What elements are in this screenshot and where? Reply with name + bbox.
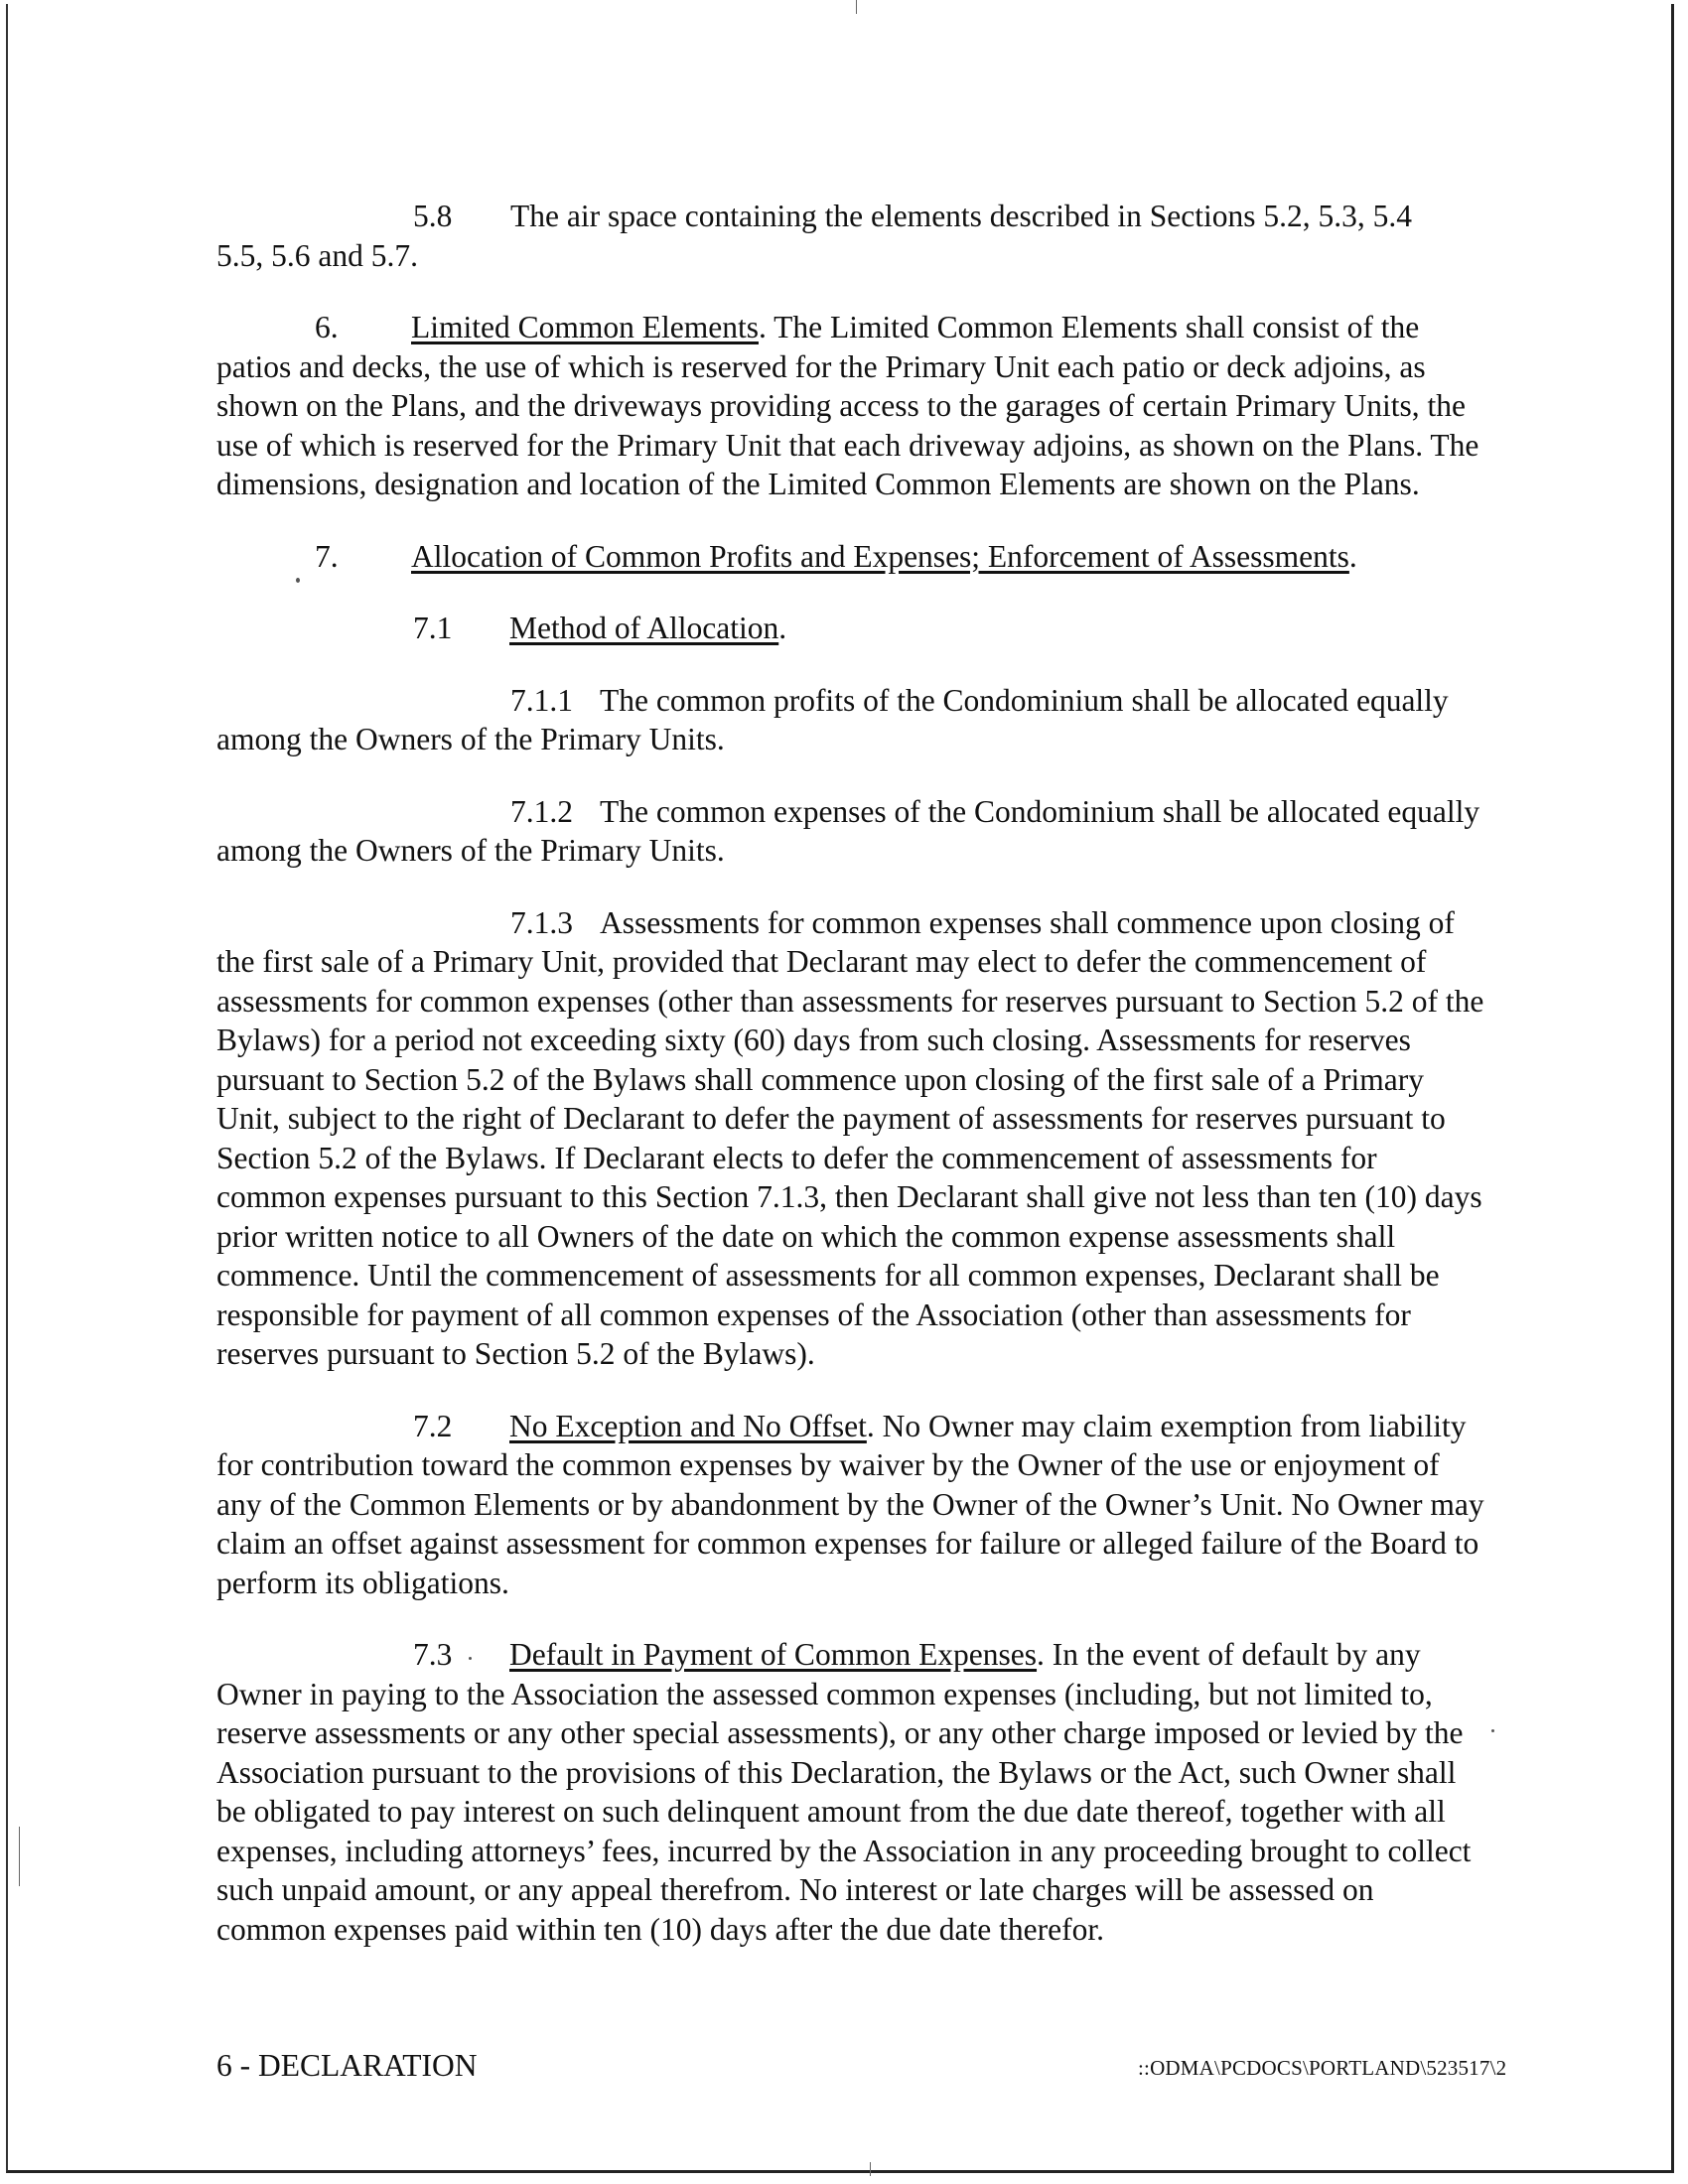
scan-mark-top bbox=[856, 0, 857, 14]
section-6 bbox=[216, 308, 1487, 504]
section-7-1-1 bbox=[216, 681, 1487, 759]
section-text-continuation: 5.5, 5.6 and 5.7. bbox=[216, 237, 418, 273]
section-heading: No Exception and No Offset bbox=[509, 1408, 867, 1443]
section-number: 7. bbox=[315, 538, 339, 574]
section-7-1-3 bbox=[216, 903, 1487, 1374]
section-number: 7.1.3 bbox=[510, 904, 573, 940]
section-7-2 bbox=[216, 1407, 1487, 1603]
section-text: The common profits of the Condominium shall be allocated equally among the Owners of the Primary Units. bbox=[216, 682, 1449, 756]
section-heading: Default in Payment of Common Expenses bbox=[509, 1637, 1038, 1672]
section-text: Assessments for common expenses shall commence upon closing of the first sale of a Primary Unit, provided that Declarant may elect to defer the commencement of assessments for common expenses (other than assessments for reserves pursuant to Section 5.2 of the Bylaws) for a period not exceeding sixty (60) days from such closing. Assessments for reserves pursuant to Section 5.2 of the Bylaws shall commence upon closing of the first sale of a Primary Unit, subject to the right of Declarant to defer the payment of assessments for reserves pursuant to Section 5.2 of the Bylaws. If Declarant elects to defer the commencement of assessments for common expenses pursuant to this Section 7.1.3, then Declarant shall give not less than ten (10) days prior written notice to all Owners of the date on which the common expense assessments shall commence. Until the commencement of assessments for all common expenses, Declarant shall be responsible for payment of all common expenses of the Association (other than assessments for reserves pursuant to Section 5.2 of the Bylaws). bbox=[216, 904, 1484, 1371]
section-heading: Method of Allocation bbox=[509, 611, 779, 645]
section-text: The air space containing the elements described in Sections 5.2, 5.3, 5.4 bbox=[510, 199, 1412, 233]
section-number: 7.3 bbox=[413, 1637, 453, 1672]
section-text: . The Limited Common Elements shall consist of the patios and decks, the use of which is reserved for the Primary Unit each patio or deck adjoins, as shown on the Plans, and the driveways providing access to the garages of certain Primary Units, the use of which is reserved for the Primary Unit that each driveway adjoins, as shown on the Plans. The dimensions, designation and location of the Limited Common Elements are shown on the Plans. bbox=[216, 310, 1479, 501]
scan-mark-left-edge bbox=[19, 1827, 20, 1886]
section-heading: Limited Common Elements bbox=[411, 310, 759, 344]
section-7-1-2 bbox=[216, 792, 1487, 871]
scan-speck bbox=[1491, 1729, 1494, 1732]
section-number: 7.1.1 bbox=[510, 682, 573, 718]
section-number: 7.2 bbox=[413, 1408, 453, 1443]
section-text: The common expenses of the Condominium shall be allocated equally among the Owners of the Primary Units. bbox=[216, 793, 1480, 868]
footer-document-id: ::ODMA\PCDOCS\PORTLAND\523517\2 bbox=[1138, 2056, 1507, 2080]
section-heading: Allocation of Common Profits and Expenses; Enforcement of Assessments bbox=[411, 538, 1349, 574]
document-body bbox=[216, 197, 1487, 1949]
section-number: 7.1.2 bbox=[510, 793, 573, 829]
section-text: . No Owner may claim exemption from liability for contribution toward the common expenses by waiver by the Owner of the use or enjoyment of any of the Common Elements or by abandonment by the Owner of the Owner’s Unit. No Owner may claim an offset against assessment for common expenses for failure or alleged failure of the Board to perform its obligations. bbox=[216, 1408, 1484, 1600]
section-7-1 bbox=[216, 609, 1487, 648]
scan-mark-bottom bbox=[870, 2162, 871, 2176]
section-7 bbox=[216, 537, 1487, 577]
heading-period: . bbox=[778, 611, 787, 645]
section-text: . In the event of default by any Owner in paying to the Association the assessed common expenses (including, but not limited to, reserve assessments or any other special assessments), or any other charge imposed or levied by the Association pursuant to the provisions of this Declaration, the Bylaws or the Act, such Owner shall be obligated to pay interest on such delinquent amount from the due date thereof, together with all expenses, including attorneys’ fees, incurred by the Association in any proceeding brought to collect such unpaid amount, or any appeal therefrom. No interest or late charges will be assessed on common expenses paid within ten (10) days after the due date therefor. bbox=[216, 1637, 1472, 1947]
section-number: 6. bbox=[315, 310, 339, 344]
footer-page-label: 6 - DECLARATION bbox=[216, 2048, 478, 2083]
heading-period: . bbox=[1348, 538, 1357, 574]
section-7-3 bbox=[216, 1635, 1487, 1949]
section-number: 5.8 bbox=[413, 199, 453, 233]
section-5-8 bbox=[216, 197, 1487, 275]
section-number: 7.1 bbox=[413, 611, 453, 645]
